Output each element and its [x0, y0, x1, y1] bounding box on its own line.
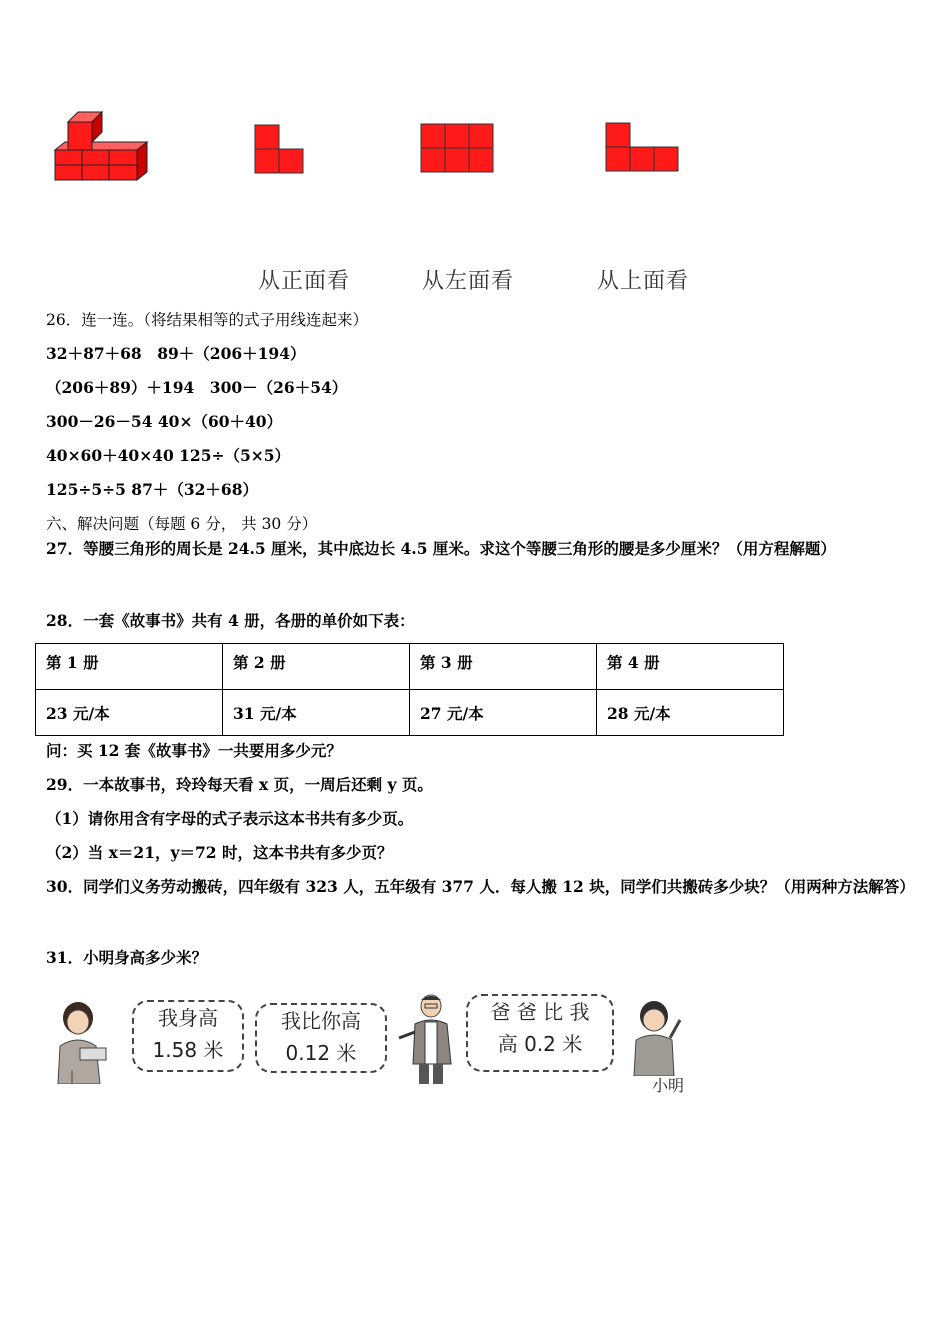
top-view-shape [606, 123, 678, 171]
table-header-cell: 第 4 册 [597, 644, 784, 690]
table-price-cell: 31 元/本 [223, 690, 410, 736]
bubble-girl [132, 1000, 244, 1072]
q29-sub2: （2）当 x＝21，y＝72 时，这本书共有多少页？ [46, 843, 393, 862]
table-price-cell: 27 元/本 [410, 690, 597, 736]
q27-text: 27．等腰三角形的周长是 24.5 厘米，其中底边长 4.5 厘米。求这个等腰三角形的腰是多少厘米？（用方程解题） [46, 539, 836, 558]
bubble-girl-line1: 我身高 [158, 1006, 218, 1030]
bubble-xiaoming-line2: 高 0.2 米 [497, 1032, 583, 1056]
q30-text: 30．同学们义务劳动搬砖，四年级有 323 人，五年级有 377 人．每人搬 12 块，同学们共搬砖多少块？（用两种方法解答） [46, 877, 915, 896]
section-6-title: 六、解决问题（每题 6 分， 共 30 分） [46, 515, 318, 533]
bubble-dad-1 [255, 1003, 387, 1073]
left-view-shape [421, 124, 493, 172]
q26-row-5: 125÷5÷5 87＋（32＋68） [46, 480, 259, 499]
q29-title: 29．一本故事书，玲玲每天看 x 页，一周后还剩 y 页。 [46, 775, 433, 794]
q26-row-2: （206＋89）＋194 300－（26＋54） [46, 378, 348, 397]
front-view-shape [255, 125, 303, 173]
q31-title: 31．小明身高多少米？ [46, 948, 208, 967]
bubble-dad1-line1: 我比你高 [281, 1009, 361, 1033]
q26-row-1: 32＋87＋68 89＋（206＋194） [46, 344, 306, 363]
xiaoming-figure [620, 998, 692, 1076]
table-header-cell: 第 2 册 [223, 644, 410, 690]
top-view-label: 从上面看 [597, 269, 690, 294]
xiaoming-caption: 小明 [652, 1076, 685, 1095]
q29-sub1: （1）请你用含有字母的式子表示这本书共有多少页。 [46, 809, 414, 828]
cube-views-figure [40, 100, 720, 200]
table-price-cell: 28 元/本 [597, 690, 784, 736]
q26-row-4: 40×60＋40×40 125÷（5×5） [46, 446, 291, 465]
bubble-dad1-line2: 0.12 米 [285, 1041, 357, 1065]
q26-row-3: 300－26－54 40×（60＋40） [46, 412, 283, 431]
cube-stack-3d [55, 112, 147, 180]
bubble-xiaoming [466, 994, 614, 1072]
girl-figure [50, 998, 112, 1084]
bubble-xiaoming-line1: 爸 爸 比 我 [490, 1000, 590, 1024]
bubble-girl-line2: 1.58 米 [152, 1038, 224, 1062]
left-view-label: 从左面看 [422, 269, 515, 294]
q28-title: 28．一套《故事书》共有 4 册，各册的单价如下表： [46, 611, 415, 630]
q26-title: 26．连一连。（将结果相等的式子用线连起来） [46, 311, 368, 329]
dad-figure [395, 992, 465, 1084]
price-table [35, 643, 784, 736]
q28-question: 问：买 12 套《故事书》一共要用多少元？ [46, 741, 342, 760]
table-header-cell: 第 3 册 [410, 644, 597, 690]
front-view-label: 从正面看 [258, 269, 351, 294]
table-price-cell: 23 元/本 [36, 690, 223, 736]
table-header-cell: 第 1 册 [36, 644, 223, 690]
